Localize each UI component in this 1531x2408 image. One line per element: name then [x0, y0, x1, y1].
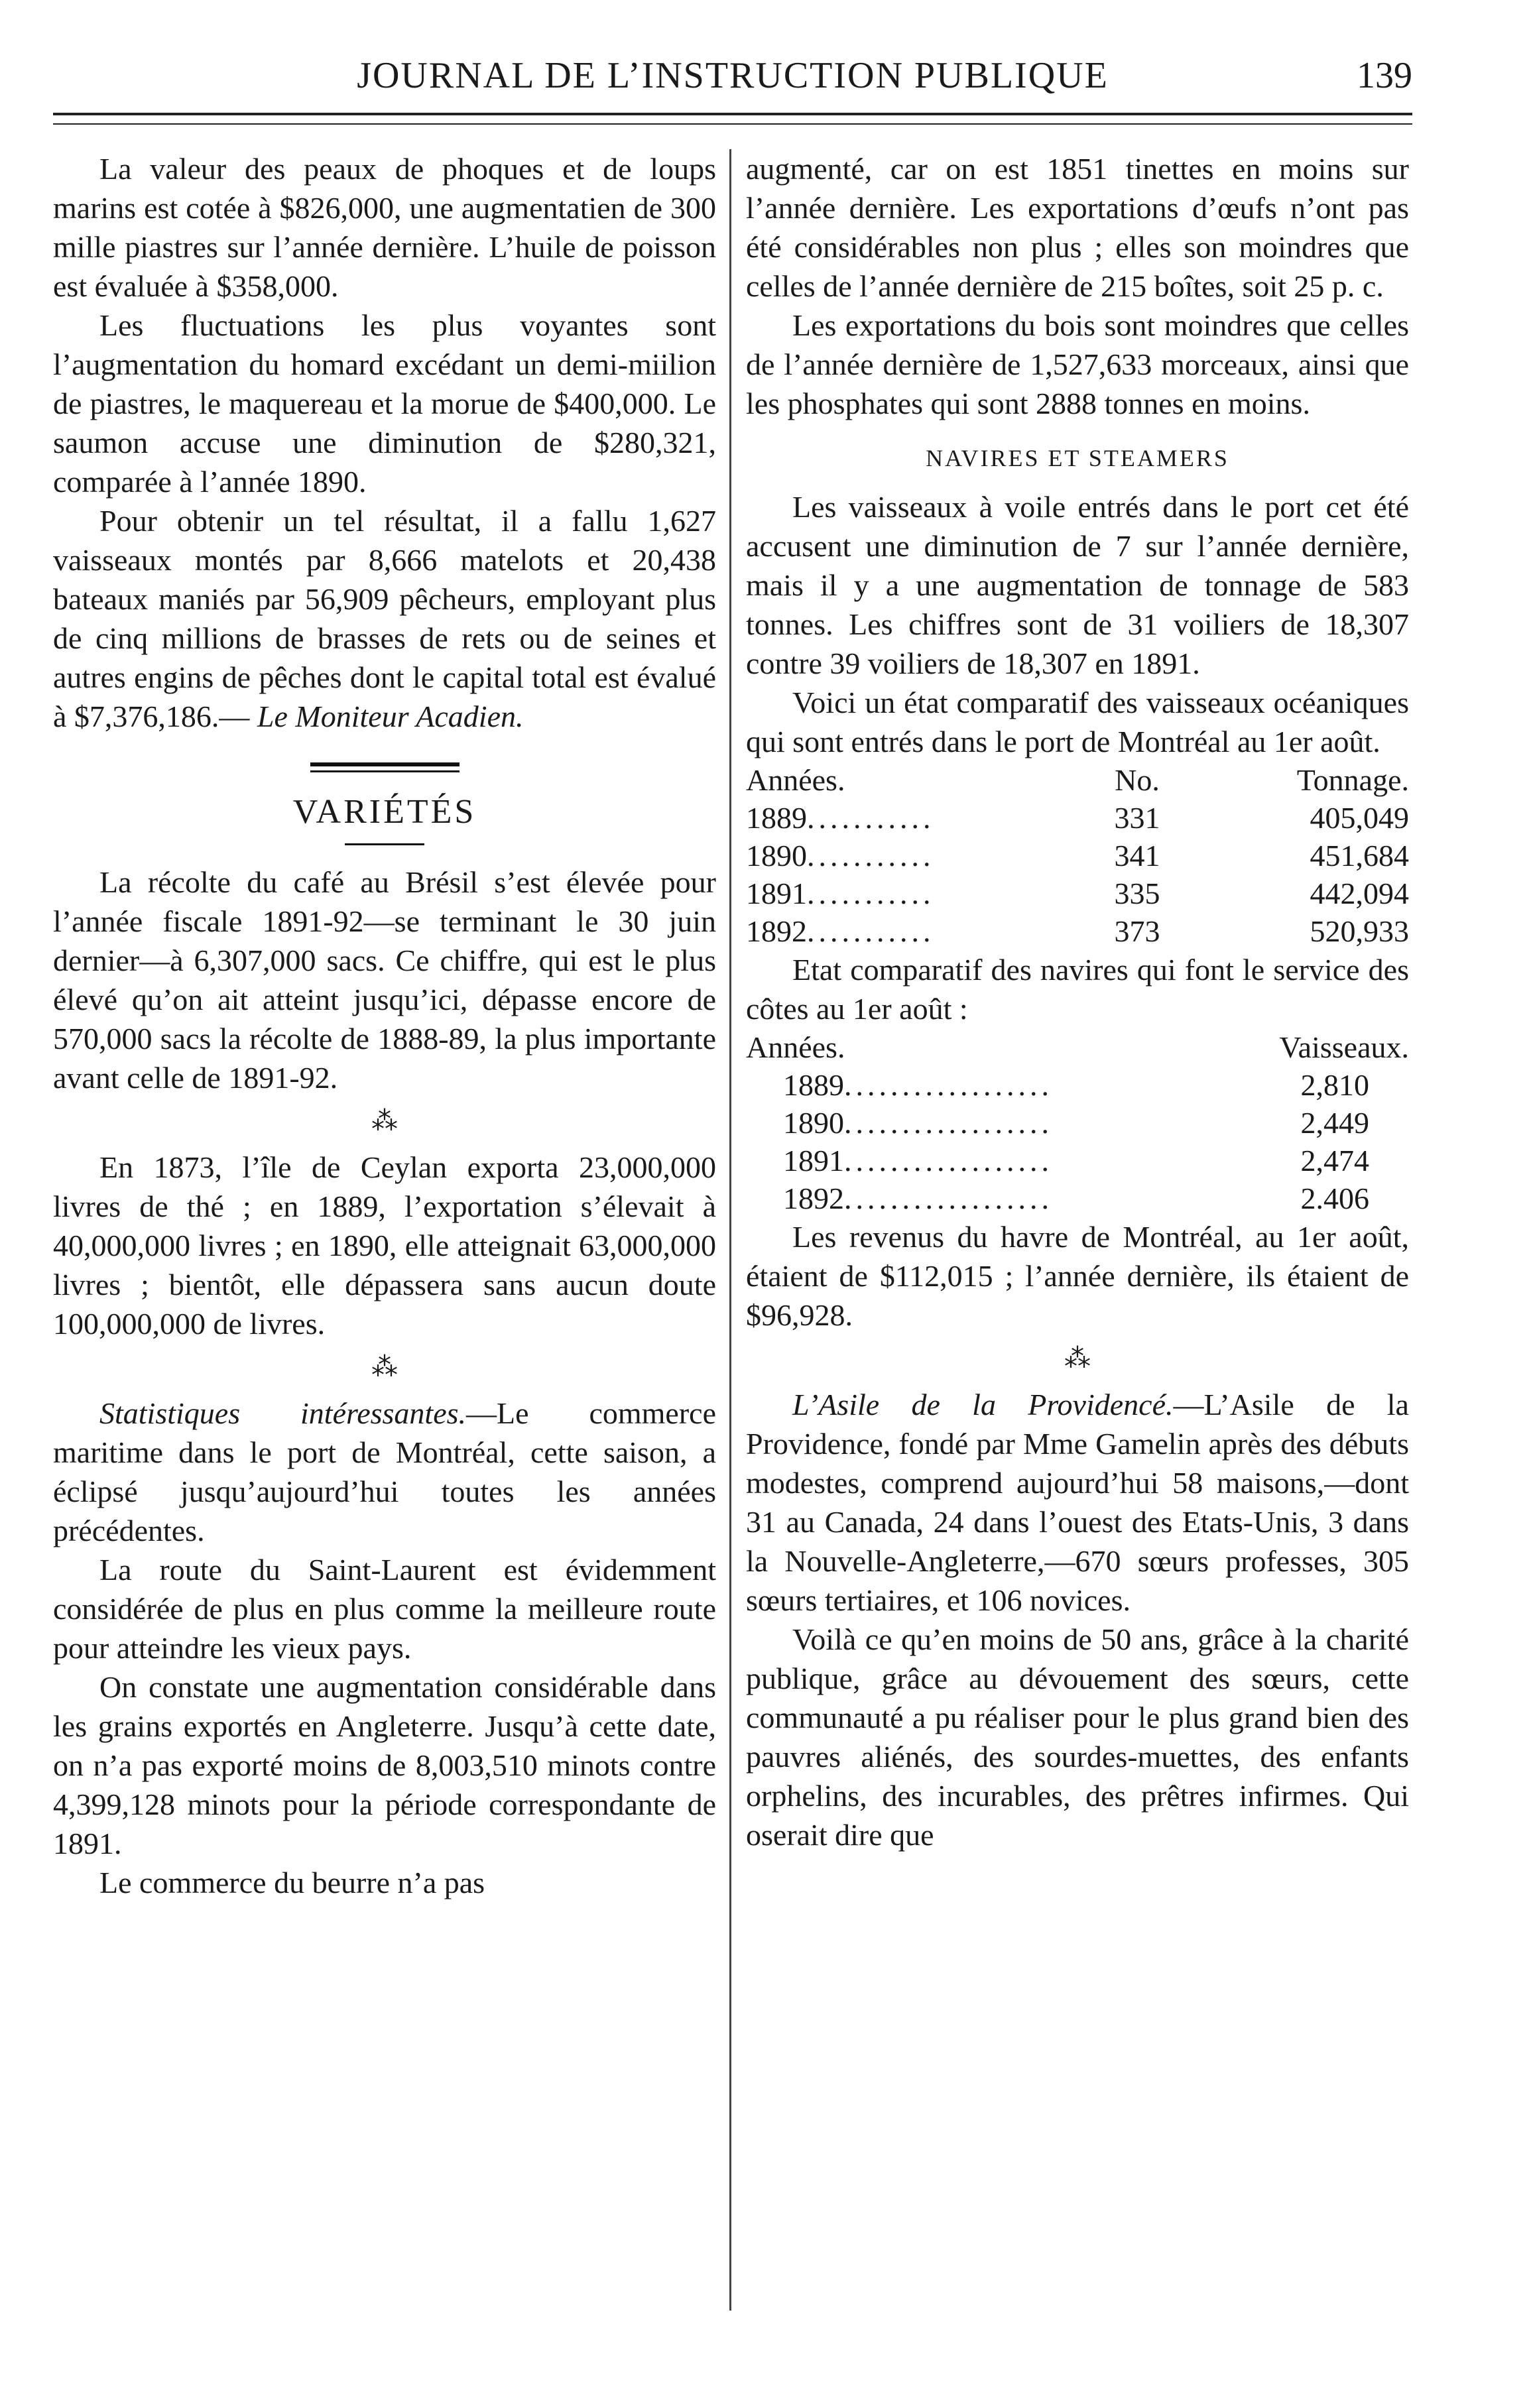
table-ocean-vessels: [746, 761, 1409, 950]
left-column: [53, 149, 716, 1902]
table-row: [746, 1104, 1409, 1142]
asterism-divider: ⁂: [1064, 1343, 1091, 1373]
right-column: [746, 149, 1409, 1854]
table-row: [746, 874, 1409, 912]
year-cell: 1890: [783, 1106, 844, 1140]
section-title: VARIÉTÉS: [292, 793, 477, 831]
table-cell: 335: [1114, 876, 1160, 910]
table-row: [746, 1142, 1409, 1179]
page-number: 139: [1357, 55, 1412, 96]
section-heading-block: [53, 762, 716, 845]
table-header-cell: Années.: [746, 1030, 845, 1064]
asterism-divider: ⁂: [371, 1352, 398, 1382]
year-cell: 1892: [783, 1181, 844, 1215]
paragraph-coffee: La récolte du café au Brésil s’est élevée pour l’année fiscale 1891-92—se terminant le 30 juin dernier—à 6,307,000 sacs. Ce chiffre, qui est le plus élevé qu’on ait atteint jusqu’ici, dépasse encore de 570,000 sacs la récolte de 1888-89, la plus importante avant celle de 1891-92.: [53, 865, 716, 1095]
table-cell: [746, 1179, 1212, 1217]
paragraph-saint-laurent: La route du Saint-Laurent est évidemment considérée de plus en plus comme la meilleure route pour atteindre les vieux pays.: [53, 1553, 716, 1665]
table-header-cell: Tonnage.: [1296, 763, 1409, 797]
header-rule-thin: [53, 123, 1412, 125]
table-cell: 520,933: [1310, 914, 1409, 948]
paragraph-result-text: Pour obtenir un tel résultat, il a fallu 1,627 vaisseaux montés par 8,666 matelots et 20,438 bateaux maniés par 56,909 pêcheurs, employant plus de cinq millions de brasses de rets ou de seines et autres engins de pêches dont le capital total est évalué à $7,376,186.—: [53, 504, 716, 733]
dot-leader: ...........: [807, 876, 935, 910]
table-cell: [746, 1104, 1212, 1142]
table-cell: 331: [1114, 801, 1160, 835]
table-cell: 451,684: [1310, 839, 1409, 873]
source-citation: Le Moniteur Acadien.: [257, 699, 524, 733]
table-row: [746, 799, 1409, 837]
dot-leader: ..................: [844, 1106, 1053, 1140]
heading-bar-thick: [310, 762, 459, 766]
year-cell: 1889: [746, 801, 807, 835]
table-cell: 442,094: [1310, 876, 1409, 910]
paragraph-asile-text: —L’Asile de la Providence, fondé par Mme Gamelin après des débuts modestes, comprend aujourd’hui 58 maisons,—dont 31 au Canada, 24 dans l’ouest des Etats-Unis, 3 dans la Nouvelle-Angleterre,—670 sœurs professes, 305 sœurs tertiaires, et 106 novices.: [746, 1388, 1409, 1617]
table-row: [746, 1066, 1409, 1104]
dot-leader: ...........: [807, 914, 935, 948]
paragraph-statistics-title: Statistiques intéressantes.: [99, 1396, 467, 1430]
table-cell: 373: [1114, 914, 1160, 948]
heading-bar-thin: [310, 770, 459, 772]
table-cell: [746, 1066, 1212, 1104]
table-cell: 2,810: [1300, 1068, 1369, 1102]
table-header-row: [746, 761, 1409, 799]
table-header-cell: Vaisseaux.: [1279, 1030, 1409, 1064]
year-cell: 1891: [783, 1144, 844, 1177]
dot-leader: ..................: [844, 1144, 1053, 1177]
table-header-cell: No.: [1115, 763, 1160, 797]
table-cell: [746, 1142, 1212, 1179]
asterism-divider: ⁂: [371, 1106, 398, 1136]
table-header-row: [746, 1028, 1409, 1066]
running-header: [53, 54, 1412, 101]
year-cell: 1891: [746, 876, 807, 910]
paragraph-asile: [746, 1385, 1409, 1620]
table-cell: [746, 837, 1064, 874]
paragraph-charity: Voilà ce qu’en moins de 50 ans, grâce à la charité publique, grâce au dévouement des sœurs, cette communauté a pu réaliser pour le plus grand bien des pauvres aliénés, des sourdes-muettes, des enfants orphelins, des incurables, des prêtres infirmes. Qui oserait dire que: [746, 1622, 1409, 1852]
table-row: [746, 837, 1409, 874]
paragraph-asile-title: L’Asile de la Providencé.: [792, 1388, 1174, 1421]
table-cell: [746, 912, 1064, 950]
dot-leader: ...........: [807, 839, 935, 873]
journal-title: JOURNAL DE L’INSTRUCTION PUBLIQUE: [357, 55, 1109, 96]
subheading-ships: NAVIRES ET STEAMERS: [926, 445, 1229, 471]
table-cell: 2.406: [1300, 1181, 1369, 1215]
paragraph-wood: Les exportations du bois sont moindres que celles de l’année dernière de 1,527,633 morceaux, ainsi que les phosphates qui sont 2888 tonnes en moins.: [746, 308, 1409, 420]
year-cell: 1892: [746, 914, 807, 948]
table-row: [746, 1179, 1409, 1217]
paragraph-butter: Le commerce du beurre n’a pas: [99, 1866, 485, 1899]
paragraph-grains: On constate une augmentation considérable dans les grains exportés en Angleterre. Jusqu’à cette date, on n’a pas exporté moins de 8,003,510 minots contre 4,399,128 minots pour la période correspondante de 1891.: [53, 1670, 716, 1860]
paragraph-seal-skins: La valeur des peaux de phoques et de loups marins est cotée à $826,000, une augmentatien de 300 mille piastres sur l’année dernière. L’huile de poisson est évaluée à $358,000.: [53, 152, 716, 303]
paragraph-ceylon-tea: En 1873, l’île de Ceylan exporta 23,000,000 livres de thé ; en 1889, l’exportation s’élevait à 40,000,000 livres ; en 1890, elle atteignait 63,000,000 livres ; bientôt, elle dépassera sans aucun doute 100,000,000 de livres.: [53, 1150, 716, 1341]
table-cell: [746, 799, 1064, 837]
header-rule-thick: [53, 113, 1412, 115]
dot-leader: ...........: [807, 801, 935, 835]
table-cell: 2,449: [1300, 1106, 1369, 1140]
table-cell: 405,049: [1310, 801, 1409, 835]
paragraph-sailing-ships: Les vaisseaux à voile entrés dans le port cet été accusent une diminution de 7 sur l’année dernière, mais il y a une augmentation de tonnage de 583 tonnes. Les chiffres sont de 31 voiliers de 18,307 contre 39 voiliers de 18,307 en 1891.: [746, 490, 1409, 680]
paragraph-ocean-ships: Voici un état comparatif des vaisseaux océaniques qui sont entrés dans le port de Montréal au 1er août.: [746, 686, 1409, 758]
year-cell: 1890: [746, 839, 807, 873]
section-dash: [345, 843, 424, 845]
year-cell: 1889: [783, 1068, 844, 1102]
paragraph-fluctuations: Les fluctuations les plus voyantes sont l’augmentation du homard excédant un demi-miilion de piastres, le maquereau et la morue de $400,000. Le saumon accuse une diminution de $280,321, comparée à l’année 1890.: [53, 308, 716, 499]
paragraph-coastal-ships: Etat comparatif des navires qui font le service des côtes au 1er août :: [746, 953, 1409, 1026]
paragraph-butter-cont: augmenté, car on est 1851 tinettes en moins sur l’année dernière. Les exportations d’œufs n’ont pas été considérables non plus ; elles son moindres que celles de l’année dernière de 215 boîtes, soit 25 p. c.: [746, 152, 1409, 303]
dot-leader: ..................: [844, 1068, 1053, 1102]
dot-leader: ..................: [844, 1181, 1053, 1215]
paragraph-statistics: [53, 1394, 716, 1550]
table-cell: [746, 874, 1064, 912]
paragraph-harbour-revenue: Les revenus du havre de Montréal, au 1er août, étaient de $112,015 ; l’année dernière, ils étaient de $96,928.: [746, 1220, 1409, 1332]
table-cell: 341: [1114, 839, 1160, 873]
table-coastal-vessels: [746, 1028, 1409, 1217]
paragraph-result: [53, 501, 716, 736]
paragraph-statistics-text: —Le commerce maritime dans le port de Montréal, cette saison, a éclipsé jusqu’aujourd’hui toutes les années précédentes.: [53, 1396, 716, 1547]
table-header-cell: Années.: [746, 763, 845, 797]
column-divider: [729, 149, 731, 2311]
table-row: [746, 912, 1409, 950]
table-cell: 2,474: [1300, 1144, 1369, 1177]
